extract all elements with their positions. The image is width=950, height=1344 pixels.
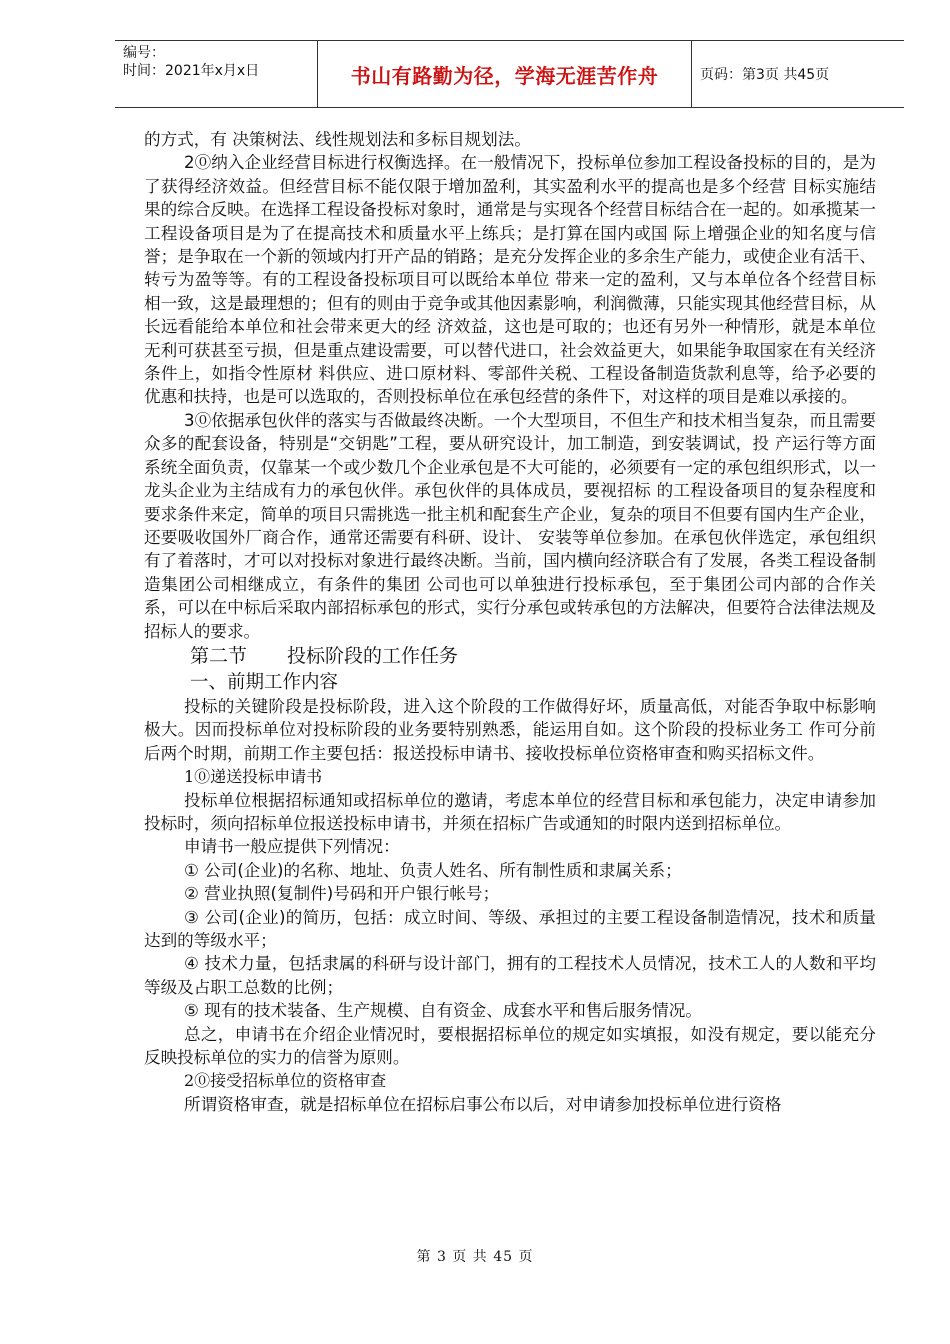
section-number: 第二节	[190, 644, 248, 667]
paragraph: 投标单位根据招标通知或招标单位的邀请，考虑本单位的经营目标和承包能力，决定申请参加投标时，须向招标单位报送投标申请书，并须在招标广告或通知的时限内送到招标单位。	[144, 790, 876, 833]
document-body	[144, 128, 876, 1116]
paragraph: 2⓪纳入企业经营目标进行权衡选择。在一般情况下，投标单位参加工程设备投标的目的，是为了获得经济效益。但经营目标不能仅限于增加盈利，其实盈利水平的提高也是多个经营 目标实施结果的综合反映。在选择工程设备投标对象时，通常是与实现各个经营目标结合在一起的。如承揽某一工程设备项目是为了在提高技术和质量水平上练兵；是打算在国内或国 际上增强企业的知名度与信誉；是争取在一个新的领域内打开产品的销路；是充分发挥企业的多余生产能力，或使企业有活干、转亏为盈等等。有的工程设备投标项目可以既给本单位 带来一定的盈利，又与本单位各个经营目标相一致，这是最理想的；但有的则由于竞争或其他因素影响，利润微薄，只能实现其他经营目标，从长远看能给本单位和社会带来更大的经 济效益，这也是可取的；也还有另外一种情形，就是本单位无利可获甚至亏损，但是重点建设需要，可以替代进口，社会效益更大，如果能争取国家在有关经济条件上，如指令性原材 料供应、进口原材料、零部件关税、工程设备制造货款利息等，给予必要的优惠和扶持，也是可以选取的，否则投标单位在承包经营的条件下，对这样的项目是难以承接的。	[144, 153, 876, 407]
header-meta	[115, 41, 318, 107]
paragraph: 的方式，有 决策树法、线性规划法和多标目规划法。	[144, 130, 531, 149]
document-number: 编号：	[123, 45, 165, 61]
list-item: ⑤ 现有的技术装备、生产规模、自有资金、成套水平和售后服务情况。	[184, 1001, 702, 1021]
section-title: 投标阶段的工作任务	[287, 644, 459, 667]
paragraph: 所谓资格审查，就是招标单位在招标启事公布以后，对申请参加投标单位进行资格	[184, 1094, 782, 1114]
header-page-info: 页码：第3页 共45页	[700, 67, 830, 83]
subsection-heading: 一、前期工作内容	[190, 671, 339, 693]
list-item: ④ 技术力量，包括隶属的科研与设计部门，拥有的工程技术人员情况，技术工人的人数和平均等级及占职工总数的比例；	[144, 954, 876, 997]
section-heading	[144, 643, 876, 670]
document-time: 时间：2021年x月x日	[123, 63, 260, 79]
header-motto: 书山有路勤为径，学海无涯苦作舟	[318, 41, 692, 107]
list-item: ① 公司(企业)的名称、地址、负责人姓名、所有制性质和隶属关系；	[184, 860, 682, 880]
item-heading: 1⓪递送投标申请书	[184, 767, 323, 787]
list-item: ③ 公司(企业)的简历，包括：成立时间、等级、承担过的主要工程设备制造情况，技术和质量达到的等级水平；	[144, 907, 876, 950]
paragraph: 总之，申请书在介绍企业情况时，要根据招标单位的规定如实填报，如没有规定，要以能充分反映投标单位的实力的信誉为原则。	[144, 1024, 876, 1068]
item-heading: 2⓪接受招标单位的资格审查	[184, 1071, 387, 1091]
paragraph: 3⓪依据承包伙伴的落实与否做最终决断。一个大型项目，不但生产和技术相当复杂，而且需要众多的配套设备，特别是“交钥匙”工程，要从研究设计，加工制造，到安装调试，投 产运行等方面系统全面负责，仅靠某一个或少数几个企业承包是不大可能的，必须要有一定的承包组织形式，以一龙头企业为主结成有力的承包伙伴。承包伙伴的具体成员，要视招标 的工程设备项目的复杂程度和要求条件来定，简单的项目只需挑选一批主机和配套生产企业，复杂的项目不但要有国内生产企业，还要吸收国外厂商合作，通常还需要有科研、设计、 安装等单位参加。在承包伙伴选定，承包组织有了着落时，才可以对投标对象进行最终决断。当前，国内横向经济联合有了发展，各类工程设备制造集团公司相继成立，有条件的集团 公司也可以单独进行投标承包，至于集团公司内部的合作关系，可以在中标后采取内部招标承包的形式，实行分承包或转承包的方法解决，但要符合法律法规及招标人的要求。	[144, 410, 876, 641]
page-footer: 第 3 页 共 45 页	[416, 1249, 534, 1265]
list-item: ② 营业执照(复制件)号码和开户银行帐号；	[184, 884, 500, 904]
page-header	[115, 40, 904, 108]
paragraph: 投标的关键阶段是投标阶段，进入这个阶段的工作做得好坏，质量高低，对能否争取中标影响极大。因而投标单位对投标阶段的业务要特别熟悉，能运用自如。这个阶段的投标业务工 作可分前后两个时期，前期工作主要包括：报送投标申请书、接收投标单位资格审查和购买招标文件。	[144, 696, 876, 763]
list-intro: 申请书一般应提供下列情况：	[184, 837, 400, 857]
